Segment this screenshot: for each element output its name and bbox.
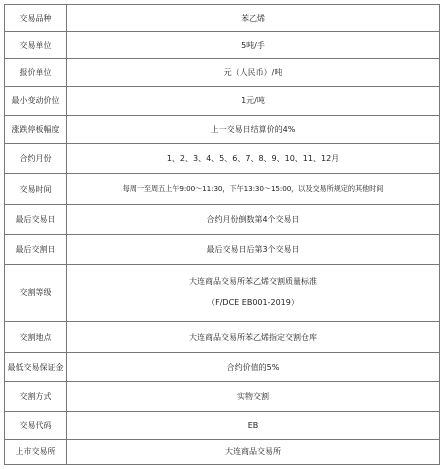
row-label: 报价单位 xyxy=(5,59,67,87)
row-value: 1、2、3、4、5、6、7、8、9、10、11、12月 xyxy=(67,143,440,173)
table-row xyxy=(5,264,440,321)
row-value: 每周一至周五上午9:00～11:30，下午13:30～15:00，以及交易所规定的其他时间 xyxy=(67,173,440,204)
table-row xyxy=(5,59,440,87)
row-value: 合约价值的5% xyxy=(67,353,440,382)
table-row xyxy=(5,411,440,439)
table-row xyxy=(5,173,440,204)
table-row xyxy=(5,205,440,235)
row-value-multiline xyxy=(67,264,440,321)
table-row xyxy=(5,87,440,115)
row-value: 元（人民币）/吨 xyxy=(67,59,440,87)
row-label: 最低交易保证金 xyxy=(5,353,67,382)
row-label: 交易品种 xyxy=(5,5,67,32)
row-label: 最后交割日 xyxy=(5,235,67,264)
row-value: EB xyxy=(67,411,440,439)
table-row xyxy=(5,322,440,353)
row-value: 实物交割 xyxy=(67,382,440,411)
table-row xyxy=(5,115,440,143)
row-value: 上一交易日结算价的4% xyxy=(67,115,440,143)
table-row xyxy=(5,5,440,32)
delivery-standard-text: 大连商品交易所苯乙烯交割质量标准 xyxy=(189,277,317,287)
table-row xyxy=(5,439,440,464)
row-label: 交割地点 xyxy=(5,322,67,353)
row-value: 大连商品交易所苯乙烯指定交割仓库 xyxy=(67,322,440,353)
table-row xyxy=(5,353,440,382)
table-row xyxy=(5,382,440,411)
row-value: 1元/吨 xyxy=(67,87,440,115)
row-value: 苯乙烯 xyxy=(67,5,440,32)
row-label: 最小变动价位 xyxy=(5,87,67,115)
row-label: 涨跌停板幅度 xyxy=(5,115,67,143)
row-label: 最后交易日 xyxy=(5,205,67,235)
row-label: 交易代码 xyxy=(5,411,67,439)
row-label: 交割方式 xyxy=(5,382,67,411)
row-label: 合约月份 xyxy=(5,143,67,173)
row-value: 大连商品交易所 xyxy=(67,439,440,464)
row-label: 交易单位 xyxy=(5,32,67,59)
delivery-standard-code: （F/DCE EB001-2019） xyxy=(207,298,299,308)
contract-spec-table xyxy=(4,4,440,465)
table-row xyxy=(5,32,440,59)
row-label: 交割等级 xyxy=(5,264,67,321)
row-value: 5吨/手 xyxy=(67,32,440,59)
table-row xyxy=(5,235,440,264)
row-label: 上市交易所 xyxy=(5,439,67,464)
row-label: 交易时间 xyxy=(5,173,67,204)
row-value: 最后交易日后第3个交易日 xyxy=(67,235,440,264)
table-row xyxy=(5,143,440,173)
row-value: 合约月份倒数第4个交易日 xyxy=(67,205,440,235)
